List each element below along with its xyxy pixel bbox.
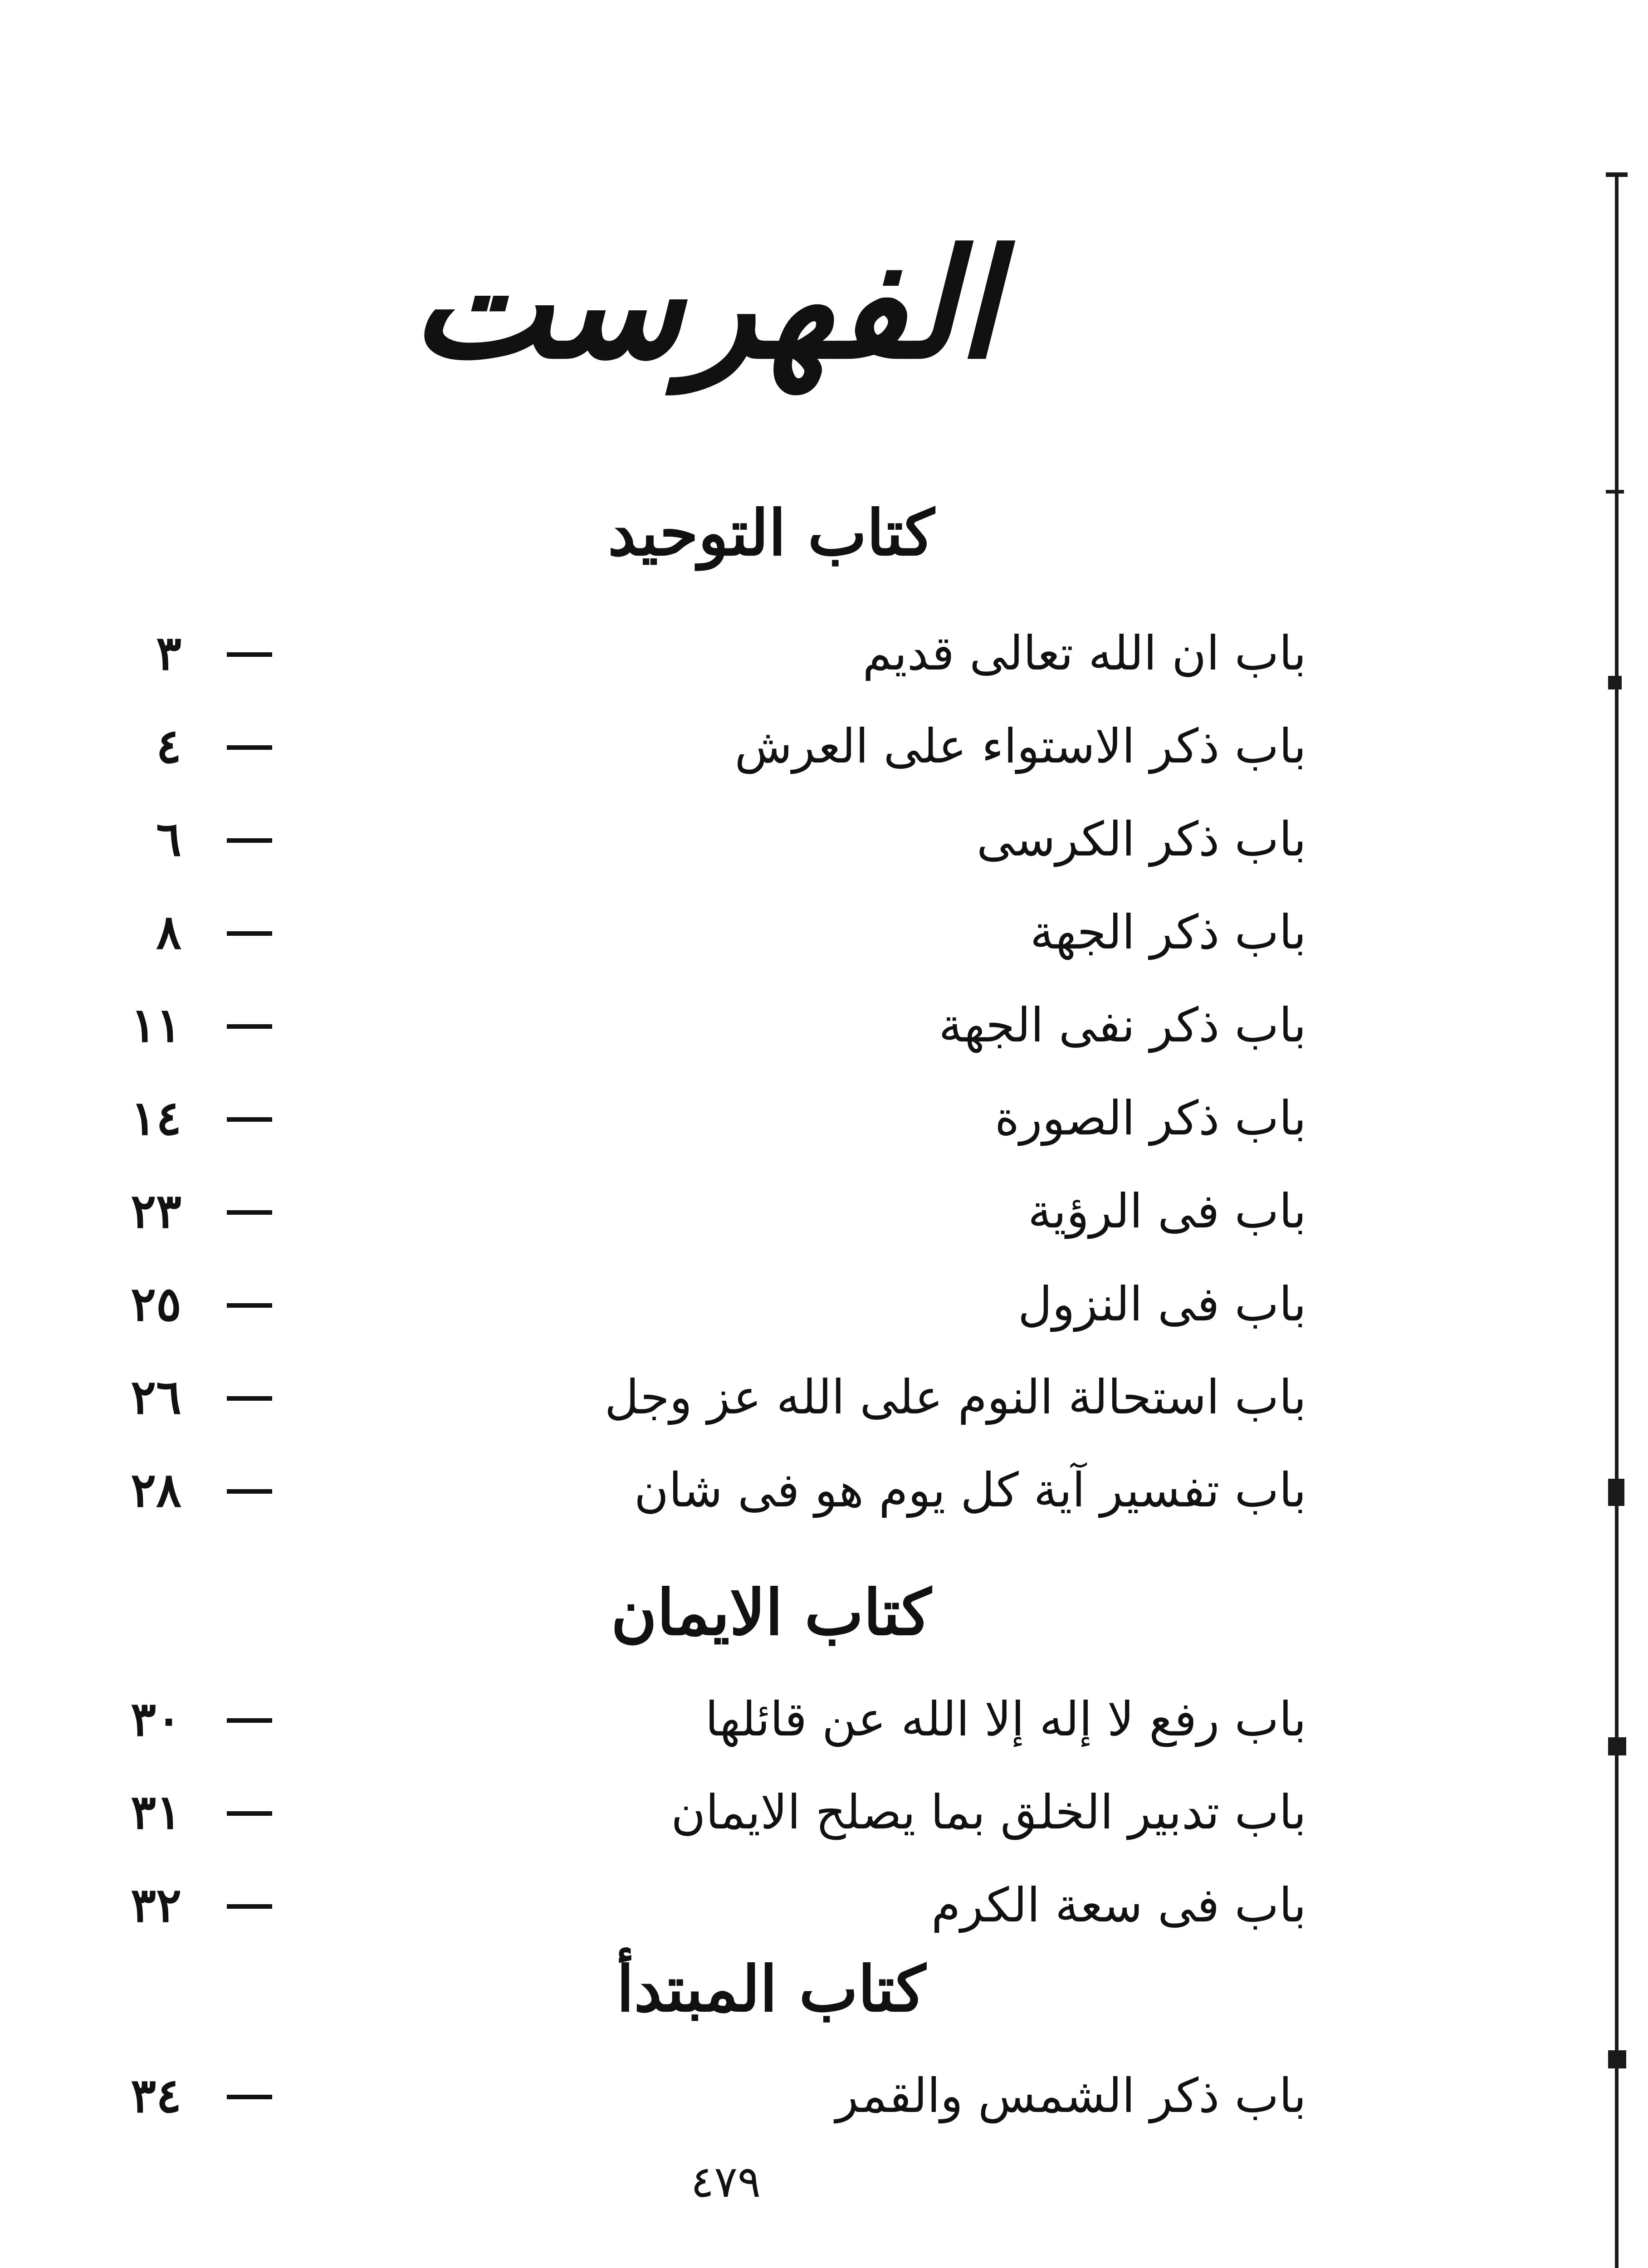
toc-entry <box>82 1449 1306 1531</box>
entry-title: باب ذكر نفى الجهة <box>939 997 1306 1053</box>
scan-edge-mark <box>1606 490 1624 494</box>
leader-dash <box>227 1303 272 1308</box>
toc-entry <box>82 984 1306 1066</box>
leader-dash <box>227 1024 272 1029</box>
entry-page-number: ٢٣ <box>131 1183 181 1239</box>
section-heading-tawhid: كتاب التوحيد <box>607 496 935 570</box>
entry-title: باب ذكر الشمس والقمر <box>836 2068 1306 2123</box>
entry-title: باب فى سعة الكرم <box>931 1877 1306 1933</box>
toc-entry <box>82 1263 1306 1345</box>
scan-edge-mark <box>1606 172 1628 177</box>
entry-page-number: ٣١ <box>131 1784 181 1840</box>
toc-entry <box>82 1771 1306 1853</box>
leader-dash <box>227 745 272 750</box>
entry-page-number: ٨ <box>156 904 181 960</box>
entry-page-number: ٢٦ <box>131 1369 181 1425</box>
entry-title: باب تدبير الخلق بما يصلح الايمان <box>671 1784 1306 1840</box>
entry-page-number: ٢٥ <box>131 1276 181 1332</box>
leader-dash <box>227 1904 272 1909</box>
toc-entry <box>82 2055 1306 2136</box>
entry-title: باب رفع لا إله إلا الله عن قائلها <box>705 1691 1306 1747</box>
entry-page-number: ٣٤ <box>131 2068 181 2123</box>
section-heading-mubtada: كتاب المبتدأ <box>616 1952 926 2026</box>
entry-page-number: ١١ <box>131 997 181 1053</box>
leader-dash <box>227 931 272 936</box>
section-heading-iman: كتاب الايمان <box>611 1575 931 1649</box>
entry-page-number: ٣ <box>156 625 181 681</box>
entry-title: باب تفسير آية كل يوم هو فى شان <box>634 1462 1306 1518</box>
scan-edge-line <box>1615 172 1619 2268</box>
scan-edge-mark <box>1608 1737 1626 1755</box>
scan-edge-mark <box>1608 1479 1624 1506</box>
leader-dash <box>227 1396 272 1401</box>
entry-page-number: ٢٨ <box>131 1462 181 1518</box>
entry-page-number: ٤ <box>156 718 181 774</box>
leader-dash <box>227 838 272 843</box>
leader-dash <box>227 1811 272 1816</box>
leader-dash <box>227 2095 272 2099</box>
scan-edge-mark <box>1608 2050 1626 2068</box>
toc-entry <box>82 1077 1306 1159</box>
entry-title: باب فى النزول <box>1017 1276 1306 1332</box>
page-title: الفهرست <box>411 216 998 392</box>
leader-dash <box>227 652 272 657</box>
toc-entry <box>82 1170 1306 1252</box>
entry-title: باب استحالة النوم على الله عز وجل <box>604 1369 1306 1425</box>
entry-title: باب ذكر الجهة <box>1030 904 1306 960</box>
leader-dash <box>227 1117 272 1122</box>
scan-edge-mark <box>1608 676 1622 689</box>
toc-entry <box>82 1356 1306 1438</box>
entry-page-number: ١٤ <box>131 1090 181 1146</box>
leader-dash <box>227 1210 272 1215</box>
toc-entry <box>82 798 1306 880</box>
toc-entry <box>82 1864 1306 1946</box>
toc-entry <box>82 612 1306 694</box>
leader-dash <box>227 1489 272 1494</box>
toc-entry <box>82 891 1306 973</box>
toc-entry <box>82 1678 1306 1760</box>
entry-title: باب ذكر الصورة <box>994 1090 1306 1146</box>
entry-page-number: ٦ <box>156 811 181 867</box>
entry-page-number: ٣٢ <box>131 1877 181 1933</box>
page-number: ٤٧٩ <box>690 2156 761 2207</box>
entry-title: باب ان الله تعالى قديم <box>862 626 1306 681</box>
entry-page-number: ٣٠ <box>131 1691 181 1747</box>
entry-title: باب ذكر الكرسى <box>976 811 1306 867</box>
entry-title: باب فى الرؤية <box>1028 1183 1306 1239</box>
toc-entry <box>82 705 1306 787</box>
leader-dash <box>227 1718 272 1723</box>
entry-title: باب ذكر الاستواء على العرش <box>734 719 1306 774</box>
